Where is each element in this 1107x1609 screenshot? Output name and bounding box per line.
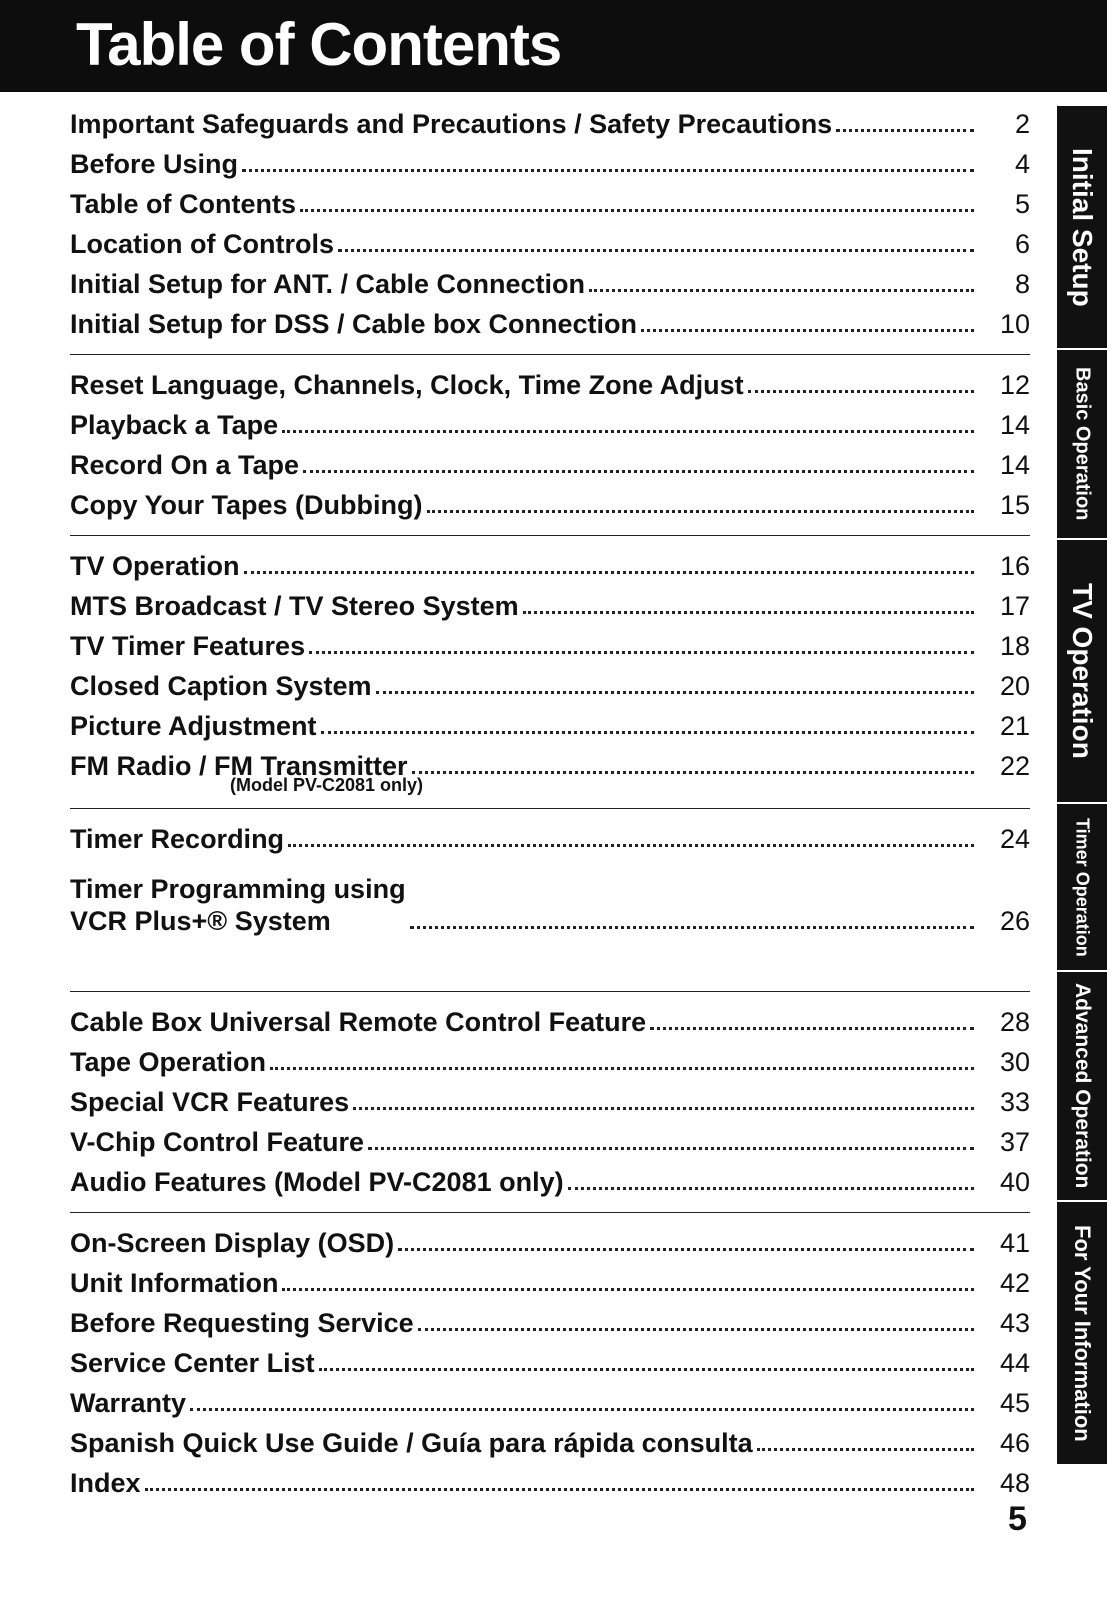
toc-entry[interactable]: [70, 855, 1030, 937]
entry-page: 18: [999, 631, 1030, 661]
leader-dots: [270, 1066, 974, 1070]
toc-entry[interactable]: [70, 300, 1030, 340]
toc-entry[interactable]: [70, 441, 1030, 481]
leader-dots: [288, 843, 974, 847]
entry-label: Warranty: [70, 1388, 187, 1418]
leader-dots: [398, 1247, 974, 1251]
leader-dots: [303, 469, 974, 473]
toc-entry[interactable]: [70, 1379, 1030, 1419]
tab-label: Advanced Operation: [1071, 983, 1094, 1189]
entry-label: MTS Broadcast / TV Stereo System: [70, 591, 519, 621]
tab-initial-setup[interactable]: [1057, 106, 1107, 350]
toc-entry[interactable]: [70, 542, 1030, 582]
leader-dots: [190, 1407, 974, 1411]
toc-entry[interactable]: [70, 1219, 1030, 1259]
entry-label: Audio Features (Model PV-C2081 only): [70, 1167, 564, 1197]
leader-dots: [568, 1186, 974, 1190]
toc-entry[interactable]: [70, 702, 1030, 742]
leader-dots: [244, 570, 974, 574]
entry-label: Timer Recording: [70, 824, 285, 854]
toc-entry[interactable]: [70, 1158, 1030, 1198]
tab-label: Initial Setup: [1067, 147, 1098, 307]
section-basic-operation: [70, 361, 1030, 536]
entry-label: Before Requesting Service: [70, 1308, 414, 1338]
toc-entry[interactable]: [70, 361, 1030, 401]
leader-dots: [650, 1026, 974, 1030]
entry-label-line2: VCR Plus+® System: [70, 906, 331, 936]
leader-dots: [757, 1447, 974, 1451]
entry-label: Initial Setup for DSS / Cable box Connection: [70, 309, 638, 339]
toc-entry[interactable]: [70, 582, 1030, 622]
leader-dots: [338, 248, 974, 252]
toc-entry[interactable]: [70, 1038, 1030, 1078]
leader-dots: [410, 925, 974, 929]
entry-label: TV Operation: [70, 551, 240, 581]
entry-label: Important Safeguards and Precautions / Safety Precautions: [70, 109, 833, 139]
toc-entry[interactable]: [70, 260, 1030, 300]
section-for-your-information: [70, 1219, 1030, 1513]
leader-dots: [282, 1287, 974, 1291]
entry-page: 16: [999, 551, 1030, 581]
entry-label: TV Timer Features: [70, 631, 306, 661]
entry-page: 37: [999, 1127, 1030, 1157]
entry-label: Unit Information: [70, 1268, 279, 1298]
entry-page: 46: [999, 1428, 1030, 1458]
toc-entry[interactable]: [70, 220, 1030, 260]
toc-entry[interactable]: [70, 1339, 1030, 1379]
entry-label: On-Screen Display (OSD): [70, 1228, 395, 1258]
entry-page: 12: [999, 370, 1030, 400]
entry-page: 5: [1014, 189, 1030, 219]
entry-label: Special VCR Features: [70, 1087, 350, 1117]
entry-label: Reset Language, Channels, Clock, Time Zone Adjust: [70, 370, 744, 400]
leader-dots: [427, 509, 975, 513]
entry-page: 2: [1014, 109, 1030, 139]
entry-label: Picture Adjustment: [70, 711, 317, 741]
leader-dots: [641, 328, 974, 332]
entry-page: 48: [999, 1468, 1030, 1498]
section-advanced-operation: [70, 998, 1030, 1213]
entry-label: Location of Controls: [70, 229, 334, 259]
leader-dots: [368, 1146, 974, 1150]
entry-page: 15: [999, 490, 1030, 520]
leader-dots: [589, 288, 974, 292]
tab-for-your-information[interactable]: [1057, 1202, 1107, 1466]
page-number: 5: [1008, 1500, 1027, 1538]
entry-label: Spanish Quick Use Guide / Guía para rápida consulta: [70, 1428, 753, 1458]
section-initial-setup: [70, 100, 1030, 355]
leader-dots: [412, 770, 974, 774]
tab-basic-operation[interactable]: [1057, 350, 1107, 540]
entry-page: 24: [999, 824, 1030, 854]
entry-page: 10: [999, 309, 1030, 339]
entry-page: 33: [999, 1087, 1030, 1117]
entry-page: 17: [999, 591, 1030, 621]
entry-page: 40: [999, 1167, 1030, 1197]
entry-label: Record On a Tape: [70, 450, 300, 480]
entry-label: Tape Operation: [70, 1047, 267, 1077]
entry-label: Playback a Tape: [70, 410, 279, 440]
toc-entry[interactable]: [70, 100, 1030, 140]
toc-entry[interactable]: [70, 1078, 1030, 1118]
tab-label: TV Operation: [1067, 583, 1098, 759]
entry-page: 21: [999, 711, 1030, 741]
leader-dots: [523, 610, 974, 614]
section-timer-operation: [70, 815, 1030, 992]
entry-note: (Model PV-C2081 only): [230, 775, 424, 795]
entry-page: 6: [1014, 229, 1030, 259]
entry-label: Cable Box Universal Remote Control Feature: [70, 1007, 647, 1037]
entry-label: FM Radio / FM Transmitter: [70, 751, 408, 781]
header-bar: [0, 0, 1107, 92]
table-of-contents: [70, 100, 1030, 1519]
entry-page: 30: [999, 1047, 1030, 1077]
entry-label: V-Chip Control Feature: [70, 1127, 365, 1157]
spacer: [70, 937, 1030, 977]
entry-label: Index: [70, 1468, 141, 1498]
entry-label: [70, 873, 406, 937]
leader-dots: [748, 389, 974, 393]
entry-page: 14: [999, 410, 1030, 440]
entry-label: Closed Caption System: [70, 671, 372, 701]
entry-page: 22: [999, 751, 1030, 781]
leader-dots: [300, 208, 974, 212]
entry-label: Copy Your Tapes (Dubbing): [70, 490, 423, 520]
toc-entry[interactable]: [70, 662, 1030, 702]
entry-page: 26: [999, 906, 1030, 936]
leader-dots: [282, 429, 974, 433]
toc-entry[interactable]: [70, 1118, 1030, 1158]
entry-page: 20: [999, 671, 1030, 701]
leader-dots: [836, 128, 974, 132]
toc-entry[interactable]: [70, 140, 1030, 180]
entry-label: Service Center List: [70, 1348, 315, 1378]
toc-entry[interactable]: [70, 1459, 1030, 1499]
toc-entry[interactable]: [70, 1299, 1030, 1339]
entry-page: 43: [999, 1308, 1030, 1338]
entry-label-line1: Timer Programming using: [70, 874, 406, 904]
toc-entry[interactable]: [70, 180, 1030, 220]
toc-entry[interactable]: [70, 1419, 1030, 1459]
entry-label: Initial Setup for ANT. / Cable Connection: [70, 269, 586, 299]
section-tv-operation: [70, 542, 1030, 809]
tab-label: For Your Information: [1070, 1224, 1095, 1442]
tab-label: Timer Operation: [1072, 817, 1093, 957]
toc-entry[interactable]: [70, 815, 1030, 855]
entry-page: 4: [1014, 149, 1030, 179]
toc-entry[interactable]: [70, 481, 1030, 521]
toc-entry[interactable]: [70, 1259, 1030, 1299]
toc-entry[interactable]: [70, 622, 1030, 662]
entry-page: 44: [999, 1348, 1030, 1378]
leader-dots: [242, 168, 974, 172]
entry-label: Before Using: [70, 149, 239, 179]
entry-page: 41: [999, 1228, 1030, 1258]
entry-page: 8: [1014, 269, 1030, 299]
tab-label: Basic Operation: [1071, 367, 1094, 521]
page-title: Table of Contents: [76, 11, 562, 78]
leader-dots: [353, 1106, 974, 1110]
tab-tv-operation[interactable]: [1057, 540, 1107, 804]
tab-timer-operation[interactable]: [1057, 804, 1107, 972]
entry-page: 14: [999, 450, 1030, 480]
leader-dots: [319, 1367, 974, 1371]
entry-page: 45: [999, 1388, 1030, 1418]
leader-dots: [321, 730, 974, 734]
leader-dots: [376, 690, 974, 694]
leader-dots: [145, 1487, 974, 1491]
toc-entry[interactable]: [70, 401, 1030, 441]
entry-label: Table of Contents: [70, 189, 296, 219]
entry-page: 42: [999, 1268, 1030, 1298]
tab-advanced-operation[interactable]: [1057, 972, 1107, 1202]
entry-page: 28: [999, 1007, 1030, 1037]
leader-dots: [309, 650, 974, 654]
leader-dots: [418, 1327, 974, 1331]
toc-entry[interactable]: [70, 998, 1030, 1038]
